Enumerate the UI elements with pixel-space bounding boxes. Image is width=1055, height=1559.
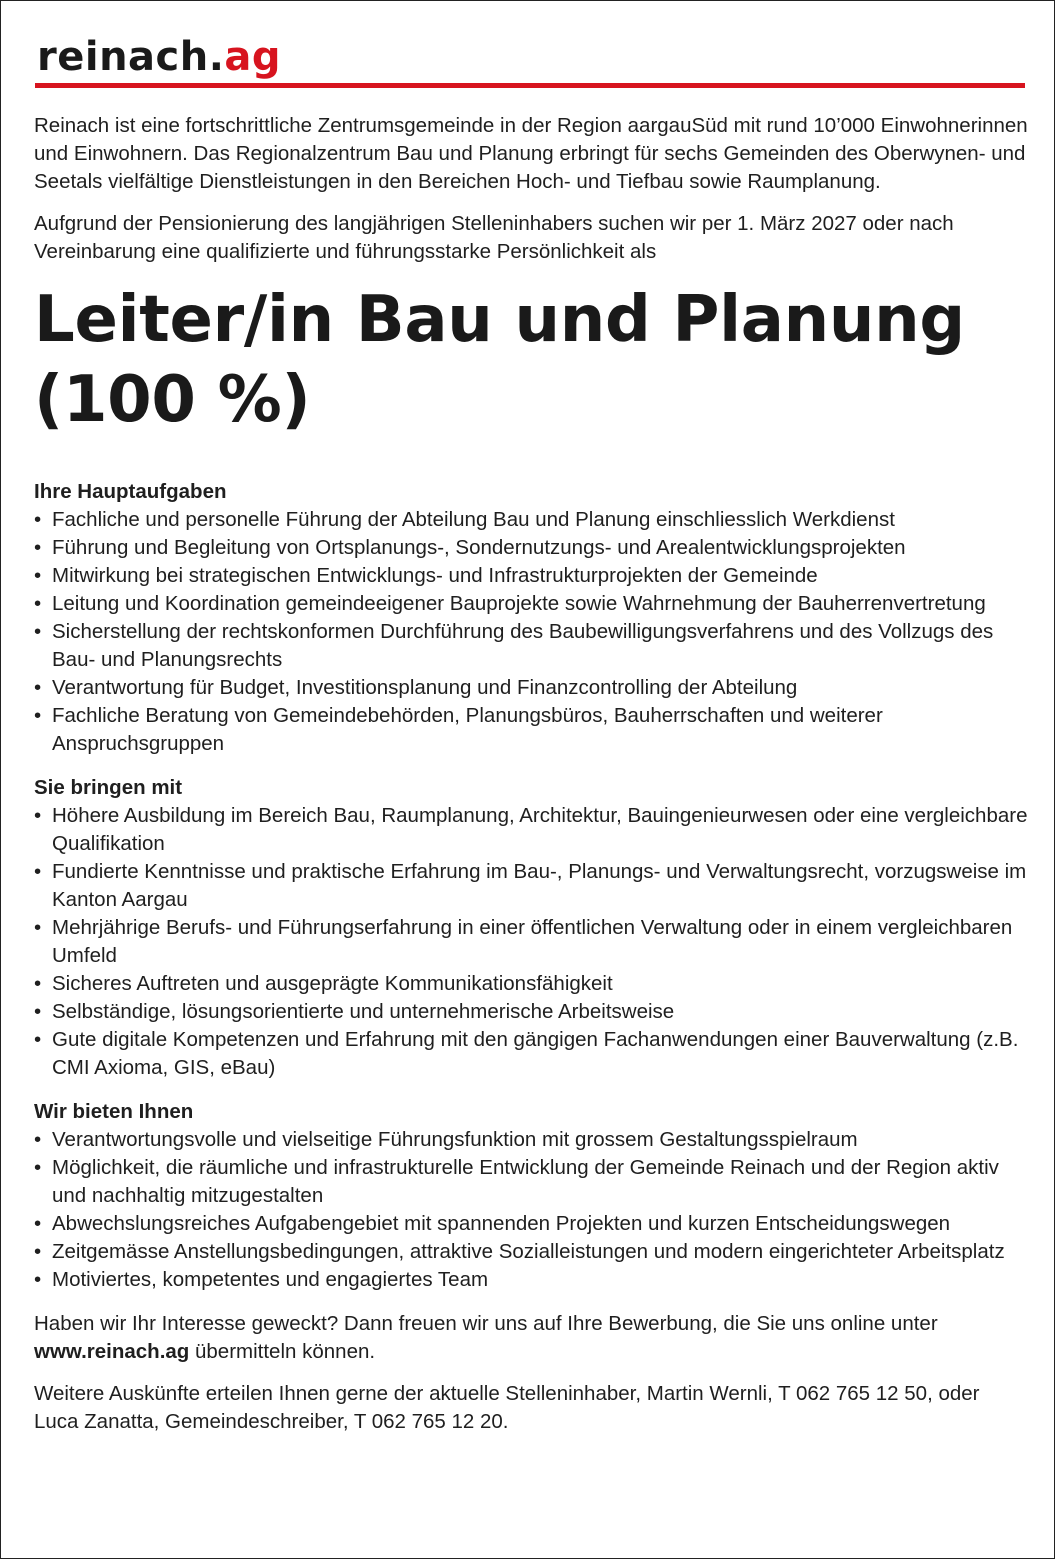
application-text: Haben wir Ihr Interesse geweckt? Dann freuen wir uns auf Ihre Bewerbung, die Sie uns online unter	[34, 1312, 938, 1335]
list-item: • Verantwortung für Budget, Investitionsplanung und Finanzcontrolling der Abteilung	[34, 674, 1029, 702]
list-item: • Abwechslungsreiches Aufgabengebiet mit spannenden Projekten und kurzen Entscheidungswegen	[34, 1210, 1029, 1238]
ad-content	[34, 112, 1029, 1436]
reinach-logo	[37, 31, 281, 83]
list-item: • Mitwirkung bei strategischen Entwicklungs- und Infrastrukturprojekten der Gemeinde	[34, 562, 1029, 590]
list-item: • Fundierte Kenntnisse und praktische Erfahrung im Bau-, Planungs- und Verwaltungsrecht, vorzugsweise im Kanton Aargau	[34, 858, 1029, 914]
section-hauptaufgaben	[34, 478, 1029, 758]
logo-text-main: reinach.	[37, 34, 225, 80]
contact-paragraph: Weitere Auskünfte erteilen Ihnen gerne der aktuelle Stelleninhaber, Martin Wernli, T 062 765 12 50, oder Luca Zanatta, Gemeindeschreiber, T 062 765 12 20.	[34, 1382, 980, 1433]
list-item: • Möglichkeit, die räumliche und infrastrukturelle Entwicklung der Gemeinde Reinach und der Region aktiv und nachhaltig mitzugestalten	[34, 1154, 1029, 1210]
list-item: • Verantwortungsvolle und vielseitige Führungsfunktion mit grossem Gestaltungsspielraum	[34, 1126, 1029, 1154]
list-item: • Höhere Ausbildung im Bereich Bau, Raumplanung, Architektur, Bauingenieurwesen oder eine vergleichbare Qualifikation	[34, 802, 1029, 858]
section-anforderungen	[34, 774, 1029, 1082]
application-text-end: übermitteln können.	[189, 1340, 376, 1363]
list-item: • Selbständige, lösungsorientierte und unternehmerische Arbeitsweise	[34, 998, 1029, 1026]
list-item: • Sicherstellung der rechtskonformen Durchführung des Baubewilligungsverfahrens und des Vollzugs des Bau- und Planungsrechts	[34, 618, 1029, 674]
list-item: • Führung und Begleitung von Ortsplanungs-, Sondernutzungs- und Arealentwicklungsprojekten	[34, 534, 1029, 562]
list-item: • Sicheres Auftreten und ausgeprägte Kommunikationsfähigkeit	[34, 970, 1029, 998]
list-item: • Mehrjährige Berufs- und Führungserfahrung in einer öffentlichen Verwaltung oder in einem vergleichbaren Umfeld	[34, 914, 1029, 970]
job-title-line1: Leiter/in Bau und Planung	[34, 283, 965, 357]
list-item: • Fachliche und personelle Führung der Abteilung Bau und Planung einschliesslich Werkdienst	[34, 506, 1029, 534]
bullet-list	[34, 802, 1029, 1082]
section-title: Ihre Hauptaufgaben	[34, 480, 227, 503]
job-title	[34, 280, 1029, 440]
job-title-line2: (100 %)	[34, 363, 311, 437]
list-item: • Gute digitale Kompetenzen und Erfahrung mit den gängigen Fachanwendungen einer Bauverwaltung (z.B. CMI Axioma, GIS, eBau)	[34, 1026, 1029, 1082]
section-title: Sie bringen mit	[34, 776, 183, 799]
list-item: • Leitung und Koordination gemeindeeigener Bauprojekte sowie Wahrnehmung der Bauherrenvertretung	[34, 590, 1029, 618]
list-item: • Fachliche Beratung von Gemeindebehörden, Planungsbüros, Bauherrschaften und weiterer Anspruchsgruppen	[34, 702, 1029, 758]
list-item: • Zeitgemässe Anstellungsbedingungen, attraktive Sozialleistungen und modern eingerichteter Arbeitsplatz	[34, 1238, 1029, 1266]
bullet-list	[34, 506, 1029, 758]
section-title: Wir bieten Ihnen	[34, 1100, 194, 1123]
intro-paragraph: Aufgrund der Pensionierung des langjährigen Stelleninhabers suchen wir per 1. März 2027 oder nach Vereinbarung eine qualifizierte und führungsstarke Persönlichkeit als	[34, 212, 954, 263]
header-rule	[35, 83, 1025, 88]
application-paragraph	[34, 1310, 1029, 1366]
logo-text-accent: ag	[224, 34, 282, 80]
bullet-list	[34, 1126, 1029, 1294]
intro-paragraph: Reinach ist eine fortschrittliche Zentrumsgemeinde in der Region aargauSüd mit rund 10’000 Einwohnerinnen und Einwohnern. Das Regionalzentrum Bau und Planung erbringt für sechs Gemeinden des Oberwynen- und Seetals vielfältige Dienstleistungen in den Bereichen Hoch- und Tiefbau sowie Raumplanung.	[34, 114, 1028, 193]
website-link[interactable]: www.reinach.ag	[34, 1340, 190, 1363]
section-angebot	[34, 1098, 1029, 1294]
list-item: • Motiviertes, kompetentes und engagiertes Team	[34, 1266, 1029, 1294]
